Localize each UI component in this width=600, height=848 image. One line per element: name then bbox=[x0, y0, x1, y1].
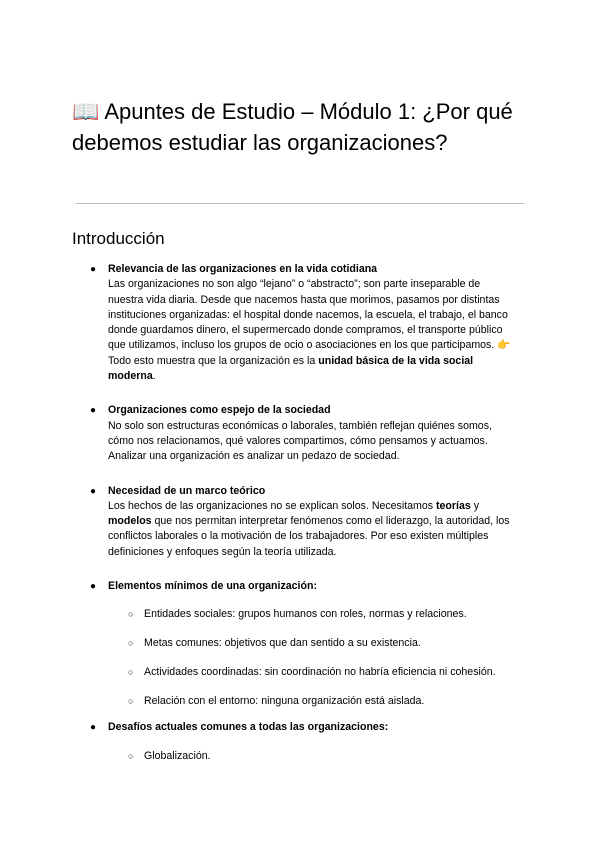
sub-list bbox=[108, 607, 512, 709]
bullet-icon: ● bbox=[90, 405, 97, 417]
bullet-icon: ● bbox=[90, 581, 97, 593]
note-text-post: . bbox=[152, 370, 156, 383]
item-title: Organizaciones como espejo de la sociedad bbox=[108, 404, 331, 417]
list-item bbox=[0, 262, 512, 384]
sub-list-item bbox=[108, 665, 512, 680]
hollow-bullet-icon: ○ bbox=[128, 696, 134, 707]
bullet-icon: ● bbox=[90, 722, 97, 734]
hollow-bullet-icon: ○ bbox=[128, 750, 134, 761]
book-icon: 📖 bbox=[72, 99, 100, 124]
sub-item-text: Entidades sociales: grupos humanos con roles, normas y relaciones. bbox=[144, 608, 467, 621]
sub-list-item bbox=[108, 694, 512, 709]
sub-list-item bbox=[108, 636, 512, 651]
bold-term-teorias: teorías bbox=[436, 499, 471, 512]
bullet-icon: ● bbox=[90, 264, 97, 275]
sub-list-item bbox=[108, 607, 512, 622]
sub-item-text: Actividades coordinadas: sin coordinación no habría eficiencia ni cohesión. bbox=[144, 666, 496, 679]
list-item bbox=[0, 484, 512, 560]
sub-item-text: Relación con el entorno: ninguna organización está aislada. bbox=[144, 695, 425, 708]
note-text-bold: unidad básica de la vida social moderna bbox=[108, 354, 474, 383]
page-title bbox=[72, 96, 532, 158]
list-item bbox=[0, 403, 512, 464]
item-body-text-post: que nos permitan interpretar fenómenos como el liderazgo, la autoridad, los conflictos laborales o la motivación de los trabajadores. Por eso existen múltiples definiciones y enfoques según la teoría utilizada. bbox=[108, 515, 510, 558]
hollow-bullet-icon: ○ bbox=[128, 638, 134, 649]
bullet-icon: ● bbox=[90, 485, 97, 497]
item-body-text: No solo son estructuras económicas o laborales, también reflejan quiénes somos, cómo nos relacionamos, qué valores compartimos, cómo pensamos y actuamos. Analizar una organización es analizar un pedazo de sociedad. bbox=[108, 419, 492, 463]
item-title: Elementos mínimos de una organización: bbox=[108, 580, 317, 593]
sub-list-item bbox=[108, 749, 512, 764]
note-text-pre: Todo esto muestra que la organización es la bbox=[108, 354, 319, 367]
main-list bbox=[0, 262, 600, 764]
sub-item-text: Metas comunes: objetivos que dan sentido a su existencia. bbox=[144, 637, 421, 650]
page-title-text: Apuntes de Estudio – Módulo 1: ¿Por qué debemos estudiar las organizaciones? bbox=[72, 99, 513, 155]
item-body-text-mid: y bbox=[470, 499, 480, 512]
list-item bbox=[0, 579, 512, 709]
pointing-hand-icon: 👉 bbox=[497, 339, 511, 352]
sub-item-text: Globalización. bbox=[144, 749, 211, 762]
item-title: Necesidad de un marco teórico bbox=[108, 484, 266, 497]
item-body bbox=[108, 499, 512, 560]
sub-list bbox=[108, 749, 512, 764]
hollow-bullet-icon: ○ bbox=[128, 667, 134, 678]
list-item bbox=[0, 720, 512, 763]
item-body-text: Las organizaciones no son algo “lejano” o “abstracto”; son parte inseparable de nuestra vida diaria. Desde que nacemos hasta que morimos, pasamos por distintas instituciones organizadas: el hospital donde nacemos, la escuela, el trabajo, el banco donde guardamos dinero, el supermercado donde compramos, el transporte público que utilizamos, incluso los grupos de ocio o asociaciones en los que participamos. bbox=[108, 278, 508, 352]
hollow-bullet-icon: ○ bbox=[128, 609, 134, 620]
item-body bbox=[108, 277, 512, 384]
item-title: Relevancia de las organizaciones en la vida cotidiana bbox=[108, 263, 378, 275]
bold-term-modelos: modelos bbox=[108, 515, 152, 528]
item-body-text-pre: Los hechos de las organizaciones no se explican solos. Necesitamos bbox=[108, 499, 437, 512]
item-title: Desafíos actuales comunes a todas las organizaciones: bbox=[108, 721, 389, 734]
horizontal-divider bbox=[76, 203, 524, 204]
section-heading: Introducción bbox=[72, 229, 165, 248]
